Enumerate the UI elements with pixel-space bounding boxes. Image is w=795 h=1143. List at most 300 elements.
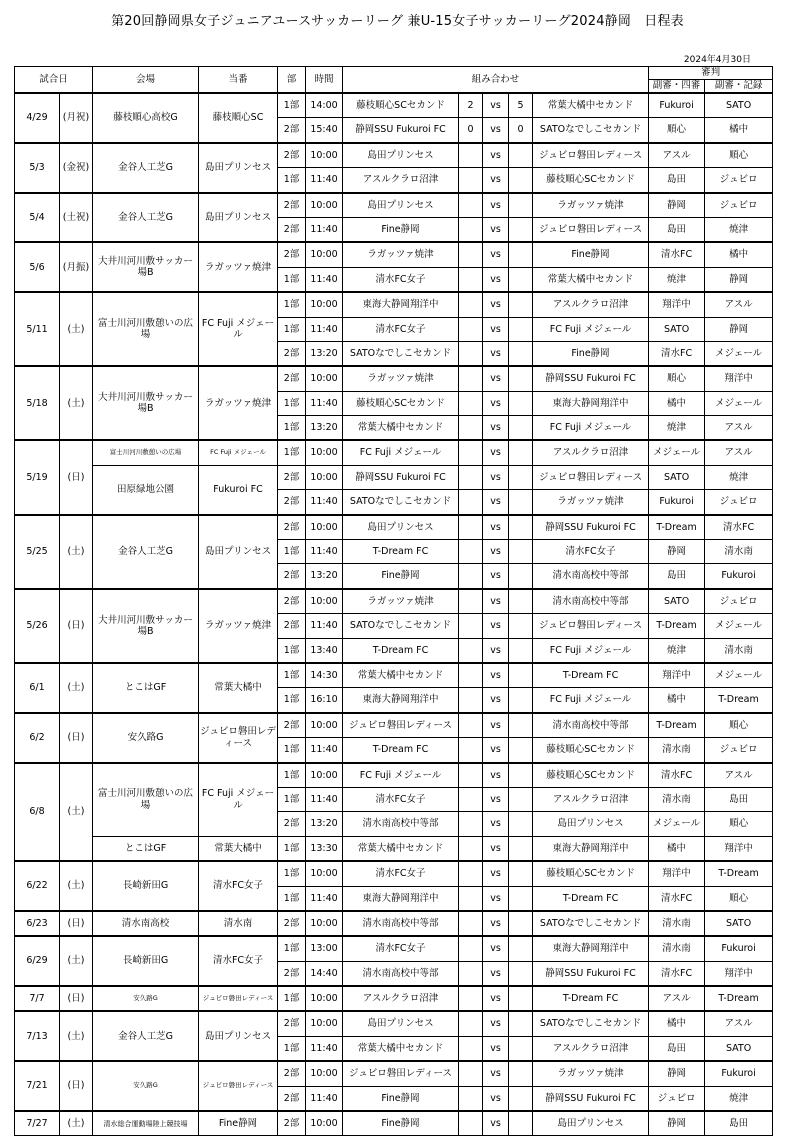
match-division: 1部 bbox=[278, 836, 306, 861]
referee-assistant: 島田 bbox=[649, 217, 705, 242]
referee-record: 順心 bbox=[705, 886, 773, 911]
referee-record: 焼津 bbox=[705, 465, 773, 489]
versus-label: vs bbox=[483, 936, 509, 961]
match-division: 1部 bbox=[278, 986, 306, 1011]
referee-record: 橘中 bbox=[705, 118, 773, 143]
versus-label: vs bbox=[483, 1111, 509, 1136]
referee-assistant: メジェール bbox=[649, 812, 705, 836]
away-score bbox=[509, 1036, 533, 1061]
away-team: FC Fuji メジェール bbox=[533, 688, 649, 713]
home-score bbox=[459, 936, 483, 961]
versus-label: vs bbox=[483, 1036, 509, 1061]
home-score bbox=[459, 589, 483, 614]
match-time: 13:20 bbox=[306, 341, 343, 366]
match-date: 6/22 bbox=[15, 861, 60, 911]
page-title: 第20回静岡県女子ジュニアユースサッカーリーグ 兼U-15女子サッカーリーグ2024静岡 日程表 bbox=[111, 14, 684, 29]
away-team: Fine静岡 bbox=[533, 341, 649, 366]
match-date: 5/3 bbox=[15, 143, 60, 193]
match-time: 11:40 bbox=[306, 540, 343, 564]
referee-assistant: Fukuroi bbox=[649, 93, 705, 118]
match-time: 11:40 bbox=[306, 886, 343, 911]
versus-label: vs bbox=[483, 638, 509, 663]
duty-team: FC Fuji メジェール bbox=[199, 440, 278, 465]
match-division: 2部 bbox=[278, 1061, 306, 1086]
referee-assistant: 橘中 bbox=[649, 836, 705, 861]
duty-team: Fine静岡 bbox=[199, 1111, 278, 1136]
home-score bbox=[459, 317, 483, 341]
home-team: 清水FC女子 bbox=[343, 267, 459, 292]
referee-assistant: SATO bbox=[649, 465, 705, 489]
away-score bbox=[509, 961, 533, 986]
away-team: 常葉大橘中セカンド bbox=[533, 267, 649, 292]
table-row bbox=[15, 143, 773, 168]
away-score bbox=[509, 193, 533, 218]
versus-label: vs bbox=[483, 1086, 509, 1111]
venue-name: 金谷人工芝G bbox=[93, 1011, 199, 1061]
match-weekday: (日) bbox=[60, 911, 93, 936]
home-team: Fine静岡 bbox=[343, 1111, 459, 1136]
home-team: 常葉大橘中セカンド bbox=[343, 836, 459, 861]
match-time: 11:40 bbox=[306, 391, 343, 415]
venue-name: 大井川河川敷サッカー場B bbox=[93, 589, 199, 663]
away-team: SATOなでしこセカンド bbox=[533, 911, 649, 936]
venue-name: 安久路G bbox=[93, 1061, 199, 1111]
home-score bbox=[459, 886, 483, 911]
match-time: 11:40 bbox=[306, 614, 343, 638]
duty-team: 清水南 bbox=[199, 911, 278, 936]
away-score bbox=[509, 292, 533, 317]
match-time: 13:40 bbox=[306, 638, 343, 663]
match-time: 13:20 bbox=[306, 564, 343, 589]
referee-assistant: 順心 bbox=[649, 366, 705, 391]
home-team: Fine静岡 bbox=[343, 217, 459, 242]
home-score bbox=[459, 738, 483, 763]
table-row bbox=[15, 589, 773, 614]
table-row bbox=[15, 193, 773, 218]
match-division: 2部 bbox=[278, 217, 306, 242]
home-score bbox=[459, 465, 483, 489]
duty-team: FC Fuji メジェール bbox=[199, 292, 278, 366]
referee-record: メジェール bbox=[705, 391, 773, 415]
match-time: 10:00 bbox=[306, 242, 343, 267]
referee-assistant: 島田 bbox=[649, 564, 705, 589]
match-time: 11:40 bbox=[306, 490, 343, 515]
home-team: 清水南高校中等部 bbox=[343, 961, 459, 986]
versus-label: vs bbox=[483, 663, 509, 688]
referee-record: ジュビロ bbox=[705, 738, 773, 763]
referee-assistant: 静岡 bbox=[649, 193, 705, 218]
match-time: 10:00 bbox=[306, 763, 343, 788]
match-division: 2部 bbox=[278, 118, 306, 143]
away-score bbox=[509, 564, 533, 589]
match-division: 2部 bbox=[278, 961, 306, 986]
referee-record: SATO bbox=[705, 911, 773, 936]
versus-label: vs bbox=[483, 168, 509, 193]
document-date: 2024年4月30日 bbox=[683, 55, 751, 65]
match-time: 11:40 bbox=[306, 787, 343, 811]
away-team: ジュビロ磐田レディース bbox=[533, 143, 649, 168]
home-score bbox=[459, 688, 483, 713]
away-score bbox=[509, 143, 533, 168]
referee-record: Fukuroi bbox=[705, 936, 773, 961]
away-score bbox=[509, 217, 533, 242]
away-score: 0 bbox=[509, 118, 533, 143]
away-score bbox=[509, 267, 533, 292]
match-division: 2部 bbox=[278, 490, 306, 515]
referee-assistant: T-Dream bbox=[649, 713, 705, 738]
away-score bbox=[509, 1061, 533, 1086]
versus-label: vs bbox=[483, 911, 509, 936]
home-team: 東海大静岡翔洋中 bbox=[343, 688, 459, 713]
referee-assistant: 静岡 bbox=[649, 540, 705, 564]
versus-label: vs bbox=[483, 738, 509, 763]
versus-label: vs bbox=[483, 217, 509, 242]
referee-record: 焼津 bbox=[705, 217, 773, 242]
home-score bbox=[459, 540, 483, 564]
versus-label: vs bbox=[483, 366, 509, 391]
referee-record: ジュビロ bbox=[705, 490, 773, 515]
venue-name: 大井川河川敷サッカー場B bbox=[93, 366, 199, 440]
home-score bbox=[459, 1011, 483, 1036]
match-time: 10:00 bbox=[306, 366, 343, 391]
match-weekday: (土) bbox=[60, 763, 93, 862]
referee-assistant: SATO bbox=[649, 317, 705, 341]
referee-assistant: 焼津 bbox=[649, 267, 705, 292]
match-weekday: (日) bbox=[60, 440, 93, 514]
referee-record: T-Dream bbox=[705, 861, 773, 886]
match-time: 11:40 bbox=[306, 217, 343, 242]
versus-label: vs bbox=[483, 540, 509, 564]
schedule-table bbox=[14, 66, 773, 1136]
versus-label: vs bbox=[483, 589, 509, 614]
away-score bbox=[509, 317, 533, 341]
venue-name: 大井川河川敷サッカー場B bbox=[93, 242, 199, 292]
referee-record: 島田 bbox=[705, 1111, 773, 1136]
venue-name: 長崎新田G bbox=[93, 936, 199, 986]
home-score bbox=[459, 391, 483, 415]
away-score bbox=[509, 242, 533, 267]
match-time: 10:00 bbox=[306, 1111, 343, 1136]
referee-record: アスル bbox=[705, 292, 773, 317]
match-time: 14:30 bbox=[306, 663, 343, 688]
duty-team: ラガッツァ焼津 bbox=[199, 242, 278, 292]
match-time: 11:40 bbox=[306, 1086, 343, 1111]
match-division: 2部 bbox=[278, 143, 306, 168]
referee-assistant: 清水南 bbox=[649, 787, 705, 811]
match-date: 5/4 bbox=[15, 193, 60, 243]
duty-team: 清水FC女子 bbox=[199, 936, 278, 986]
home-team: 東海大静岡翔洋中 bbox=[343, 886, 459, 911]
away-team: 静岡SSU Fukuroi FC bbox=[533, 961, 649, 986]
away-team: 島田プリンセス bbox=[533, 812, 649, 836]
away-team: T-Dream FC bbox=[533, 986, 649, 1011]
home-team: 清水FC女子 bbox=[343, 861, 459, 886]
referee-record: メジェール bbox=[705, 663, 773, 688]
away-team: アスルクラロ沼津 bbox=[533, 292, 649, 317]
home-team: 島田プリンセス bbox=[343, 1011, 459, 1036]
home-team: 常葉大橘中セカンド bbox=[343, 663, 459, 688]
versus-label: vs bbox=[483, 713, 509, 738]
versus-label: vs bbox=[483, 193, 509, 218]
away-team: 藤枝順心SCセカンド bbox=[533, 763, 649, 788]
referee-assistant: アスル bbox=[649, 143, 705, 168]
referee-assistant: ジュビロ bbox=[649, 1086, 705, 1111]
match-time: 10:00 bbox=[306, 1011, 343, 1036]
referee-record: Fukuroi bbox=[705, 1061, 773, 1086]
versus-label: vs bbox=[483, 391, 509, 415]
match-weekday: (金祝) bbox=[60, 143, 93, 193]
duty-team: 清水FC女子 bbox=[199, 861, 278, 911]
match-date: 5/6 bbox=[15, 242, 60, 292]
venue-name: 富士川河川敷憩いの広場 bbox=[93, 292, 199, 366]
match-division: 1部 bbox=[278, 663, 306, 688]
schedule-body bbox=[15, 93, 773, 1136]
away-team: SATOなでしこセカンド bbox=[533, 118, 649, 143]
away-team: ジュビロ磐田レディース bbox=[533, 465, 649, 489]
versus-label: vs bbox=[483, 440, 509, 465]
match-weekday: (日) bbox=[60, 713, 93, 763]
referee-assistant: Fukuroi bbox=[649, 490, 705, 515]
away-score bbox=[509, 440, 533, 465]
away-team: 東海大静岡翔洋中 bbox=[533, 391, 649, 415]
match-weekday: (日) bbox=[60, 986, 93, 1011]
home-score bbox=[459, 193, 483, 218]
away-team: SATOなでしこセカンド bbox=[533, 1011, 649, 1036]
away-team: 島田プリンセス bbox=[533, 1111, 649, 1136]
away-score bbox=[509, 614, 533, 638]
home-team: Fine静岡 bbox=[343, 564, 459, 589]
table-row bbox=[15, 242, 773, 267]
match-division: 1部 bbox=[278, 440, 306, 465]
home-team: 静岡SSU Fukuroi FC bbox=[343, 465, 459, 489]
table-row bbox=[15, 465, 773, 489]
versus-label: vs bbox=[483, 1061, 509, 1086]
away-team: アスルクラロ沼津 bbox=[533, 440, 649, 465]
match-division: 1部 bbox=[278, 1036, 306, 1061]
table-row bbox=[15, 1011, 773, 1036]
match-date: 5/19 bbox=[15, 440, 60, 514]
table-row bbox=[15, 836, 773, 861]
table-row bbox=[15, 763, 773, 788]
match-weekday: (土) bbox=[60, 861, 93, 911]
match-division: 2部 bbox=[278, 341, 306, 366]
referee-record: 静岡 bbox=[705, 267, 773, 292]
referee-assistant: T-Dream bbox=[649, 515, 705, 540]
match-time: 10:00 bbox=[306, 986, 343, 1011]
away-team: 東海大静岡翔洋中 bbox=[533, 836, 649, 861]
home-score bbox=[459, 986, 483, 1011]
home-score bbox=[459, 1036, 483, 1061]
match-division: 2部 bbox=[278, 515, 306, 540]
home-team: ラガッツァ焼津 bbox=[343, 589, 459, 614]
away-score bbox=[509, 391, 533, 415]
away-team: ラガッツァ焼津 bbox=[533, 490, 649, 515]
match-date: 7/27 bbox=[15, 1111, 60, 1136]
referee-assistant: 橘中 bbox=[649, 688, 705, 713]
match-division: 1部 bbox=[278, 292, 306, 317]
match-date: 5/11 bbox=[15, 292, 60, 366]
match-date: 5/26 bbox=[15, 589, 60, 663]
match-division: 1部 bbox=[278, 168, 306, 193]
versus-label: vs bbox=[483, 416, 509, 441]
match-date: 4/29 bbox=[15, 93, 60, 143]
versus-label: vs bbox=[483, 242, 509, 267]
home-team: 島田プリンセス bbox=[343, 193, 459, 218]
match-time: 11:40 bbox=[306, 267, 343, 292]
home-team: 清水FC女子 bbox=[343, 936, 459, 961]
referee-record: 清水FC bbox=[705, 515, 773, 540]
match-division: 1部 bbox=[278, 886, 306, 911]
referee-assistant: 焼津 bbox=[649, 416, 705, 441]
home-team: T-Dream FC bbox=[343, 738, 459, 763]
home-score bbox=[459, 168, 483, 193]
match-weekday: (月振) bbox=[60, 242, 93, 292]
home-score bbox=[459, 1061, 483, 1086]
table-row bbox=[15, 936, 773, 961]
referee-record: T-Dream bbox=[705, 688, 773, 713]
home-team: T-Dream FC bbox=[343, 540, 459, 564]
versus-label: vs bbox=[483, 688, 509, 713]
match-time: 13:20 bbox=[306, 812, 343, 836]
header-referee-assistant-record: 副審・記録 bbox=[705, 80, 773, 94]
match-time: 13:20 bbox=[306, 416, 343, 441]
match-date: 6/8 bbox=[15, 763, 60, 862]
match-division: 2部 bbox=[278, 589, 306, 614]
referee-assistant: 順心 bbox=[649, 118, 705, 143]
venue-name: 清水総合運動場陸上競技場 bbox=[93, 1111, 199, 1136]
match-division: 2部 bbox=[278, 713, 306, 738]
home-team: 常葉大橘中セカンド bbox=[343, 416, 459, 441]
referee-assistant: 清水南 bbox=[649, 936, 705, 961]
referee-assistant: T-Dream bbox=[649, 614, 705, 638]
header-referee-assistant4: 副審・四審 bbox=[649, 80, 705, 94]
match-time: 16:10 bbox=[306, 688, 343, 713]
match-time: 11:40 bbox=[306, 317, 343, 341]
versus-label: vs bbox=[483, 490, 509, 515]
referee-record: メジェール bbox=[705, 614, 773, 638]
referee-assistant: 清水FC bbox=[649, 763, 705, 788]
match-division: 2部 bbox=[278, 812, 306, 836]
away-score bbox=[509, 836, 533, 861]
home-team: ラガッツァ焼津 bbox=[343, 242, 459, 267]
referee-record: アスル bbox=[705, 416, 773, 441]
match-weekday: (土) bbox=[60, 1111, 93, 1136]
away-team: T-Dream FC bbox=[533, 663, 649, 688]
duty-team: Fukuroi FC bbox=[199, 465, 278, 514]
duty-team: ラガッツァ焼津 bbox=[199, 589, 278, 663]
table-row bbox=[15, 292, 773, 317]
venue-name: 長崎新田G bbox=[93, 861, 199, 911]
venue-name: とこはGF bbox=[93, 836, 199, 861]
home-score bbox=[459, 1086, 483, 1111]
referee-record: ジュビロ bbox=[705, 589, 773, 614]
away-score bbox=[509, 738, 533, 763]
referee-assistant: 清水FC bbox=[649, 341, 705, 366]
venue-name: 安久路G bbox=[93, 713, 199, 763]
match-division: 2部 bbox=[278, 1111, 306, 1136]
duty-team: 常葉大橘中 bbox=[199, 836, 278, 861]
match-date: 6/2 bbox=[15, 713, 60, 763]
versus-label: vs bbox=[483, 564, 509, 589]
duty-team: 島田プリンセス bbox=[199, 1011, 278, 1061]
versus-label: vs bbox=[483, 836, 509, 861]
away-score bbox=[509, 663, 533, 688]
duty-team: ジュビロ磐田レディース bbox=[199, 1061, 278, 1111]
referee-assistant: 橘中 bbox=[649, 391, 705, 415]
match-time: 10:00 bbox=[306, 713, 343, 738]
home-team: 島田プリンセス bbox=[343, 143, 459, 168]
match-time: 15:40 bbox=[306, 118, 343, 143]
referee-assistant: 静岡 bbox=[649, 1061, 705, 1086]
home-team: 常葉大橘中セカンド bbox=[343, 1036, 459, 1061]
table-row bbox=[15, 1111, 773, 1136]
away-score bbox=[509, 540, 533, 564]
match-division: 2部 bbox=[278, 366, 306, 391]
match-weekday: (月祝) bbox=[60, 93, 93, 143]
away-score bbox=[509, 416, 533, 441]
match-division: 2部 bbox=[278, 193, 306, 218]
home-team: 東海大静岡翔洋中 bbox=[343, 292, 459, 317]
away-team: 常葉大橘中セカンド bbox=[533, 93, 649, 118]
home-score bbox=[459, 440, 483, 465]
referee-assistant: 翔洋中 bbox=[649, 861, 705, 886]
match-weekday: (土) bbox=[60, 515, 93, 589]
table-row bbox=[15, 861, 773, 886]
away-team: 東海大静岡翔洋中 bbox=[533, 936, 649, 961]
referee-assistant: 島田 bbox=[649, 168, 705, 193]
home-team: T-Dream FC bbox=[343, 638, 459, 663]
venue-name: 田原緑地公園 bbox=[93, 465, 199, 514]
referee-assistant: 翔洋中 bbox=[649, 292, 705, 317]
header-venue: 会場 bbox=[93, 67, 199, 94]
match-time: 10:00 bbox=[306, 440, 343, 465]
home-score: 0 bbox=[459, 118, 483, 143]
away-team: 静岡SSU Fukuroi FC bbox=[533, 366, 649, 391]
referee-record: 橘中 bbox=[705, 242, 773, 267]
away-score bbox=[509, 589, 533, 614]
match-division: 1部 bbox=[278, 416, 306, 441]
match-time: 14:00 bbox=[306, 93, 343, 118]
match-division: 1部 bbox=[278, 688, 306, 713]
match-division: 1部 bbox=[278, 93, 306, 118]
away-team: T-Dream FC bbox=[533, 886, 649, 911]
home-score bbox=[459, 638, 483, 663]
referee-record: ジュビロ bbox=[705, 168, 773, 193]
match-weekday: (土祝) bbox=[60, 193, 93, 243]
referee-record: 静岡 bbox=[705, 317, 773, 341]
home-team: 清水南高校中等部 bbox=[343, 812, 459, 836]
match-date: 7/13 bbox=[15, 1011, 60, 1061]
table-row bbox=[15, 366, 773, 391]
home-team: アスルクラロ沼津 bbox=[343, 986, 459, 1011]
match-time: 11:40 bbox=[306, 738, 343, 763]
versus-label: vs bbox=[483, 267, 509, 292]
home-team: 清水FC女子 bbox=[343, 317, 459, 341]
away-score bbox=[509, 638, 533, 663]
home-score bbox=[459, 1111, 483, 1136]
match-date: 6/1 bbox=[15, 663, 60, 713]
away-score bbox=[509, 812, 533, 836]
away-team: FC Fuji メジェール bbox=[533, 416, 649, 441]
referee-assistant: SATO bbox=[649, 589, 705, 614]
referee-assistant: メジェール bbox=[649, 440, 705, 465]
versus-label: vs bbox=[483, 886, 509, 911]
referee-record: ジュビロ bbox=[705, 193, 773, 218]
match-weekday: (土) bbox=[60, 366, 93, 440]
match-date: 6/29 bbox=[15, 936, 60, 986]
match-time: 10:00 bbox=[306, 515, 343, 540]
match-weekday: (土) bbox=[60, 663, 93, 713]
